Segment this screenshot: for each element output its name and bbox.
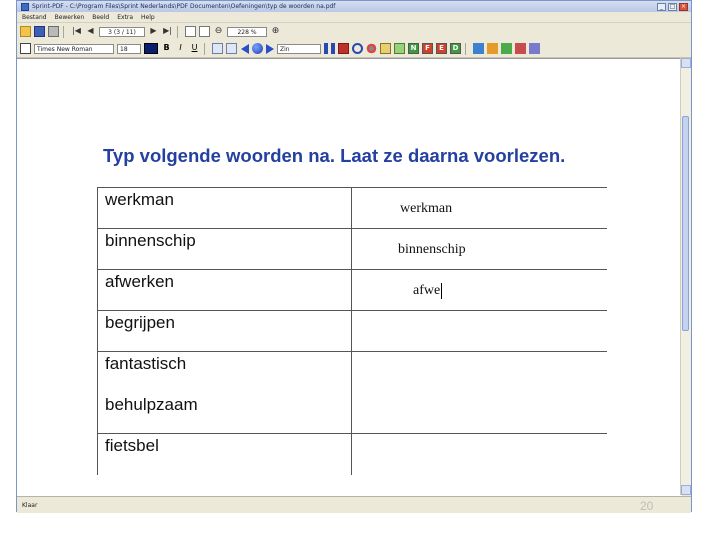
table-row	[98, 352, 608, 393]
typed-cell[interactable]	[352, 352, 608, 393]
app-icon	[21, 3, 29, 11]
highlight-icon[interactable]	[394, 43, 405, 54]
paste-icon[interactable]	[226, 43, 237, 54]
table-row	[98, 393, 608, 434]
print-icon[interactable]	[48, 26, 59, 37]
previous-page-icon[interactable]: ◀	[87, 26, 94, 35]
fit-page-icon[interactable]	[185, 26, 196, 37]
status-text: Klaar	[22, 501, 38, 509]
word-cell: afwerken	[98, 270, 352, 311]
window-title: Sprint-PDF - C:\Program Files\Sprint Nederlands\PDF Documenten\Oefeningen\typ de woorden na.pdf	[32, 3, 336, 10]
typed-cell[interactable]: werkman	[352, 188, 608, 229]
app-window	[16, 0, 692, 512]
scroll-down-icon[interactable]	[681, 485, 691, 495]
dictionary-icon[interactable]	[380, 43, 391, 54]
edit-text-icon[interactable]	[20, 43, 31, 54]
toolbar-separator	[204, 43, 205, 55]
word-cell: behulpzaam	[98, 393, 352, 434]
word-table	[97, 187, 607, 475]
settings-gear-icon[interactable]	[366, 43, 377, 54]
play-icon[interactable]	[252, 43, 263, 54]
maximize-button[interactable]: □	[669, 2, 676, 10]
document-view[interactable]	[17, 58, 682, 496]
zoom-out-icon[interactable]: ⊖	[214, 26, 223, 36]
first-page-icon[interactable]: |◀	[72, 26, 81, 35]
slide-page-number: 20	[640, 499, 654, 513]
scroll-thumb[interactable]	[682, 116, 689, 331]
table-row	[98, 188, 608, 229]
underline-button[interactable]: U	[191, 43, 198, 52]
open-folder-icon[interactable]	[20, 26, 31, 37]
table-row	[98, 434, 608, 475]
minimize-button[interactable]: _	[657, 3, 666, 11]
flag-icon[interactable]	[473, 43, 484, 54]
page-heading: Typ volgende woorden na. Laat ze daarna voorlezen.	[103, 145, 566, 166]
font-select[interactable]: Times New Roman	[34, 44, 114, 54]
typed-cell[interactable]	[352, 393, 608, 434]
word-cell: werkman	[98, 188, 352, 229]
italic-button[interactable]: I	[179, 43, 182, 52]
zoom-level-field[interactable]: 228 %	[227, 27, 267, 37]
search-icon[interactable]	[352, 43, 363, 54]
menu-bestand[interactable]: Bestand	[22, 13, 47, 21]
read-back-icon[interactable]	[241, 44, 249, 54]
menu-help[interactable]: Help	[141, 13, 155, 21]
fit-width-icon[interactable]	[199, 26, 210, 37]
more-options-icon[interactable]	[529, 43, 540, 54]
close-button[interactable]: ×	[680, 2, 687, 10]
toolbar-separator	[63, 26, 64, 38]
text-color-icon[interactable]	[144, 43, 158, 54]
marker-icon[interactable]	[515, 43, 526, 54]
page-number-field[interactable]: 3 (3 / 11)	[99, 27, 145, 37]
translate-icon[interactable]	[501, 43, 512, 54]
stop-icon[interactable]	[338, 43, 349, 54]
title-bar[interactable]	[17, 1, 691, 12]
table-row	[98, 229, 608, 270]
last-page-icon[interactable]: ▶|	[163, 26, 172, 35]
word-cell: begrijpen	[98, 311, 352, 352]
letter-button-e[interactable]: E	[436, 43, 447, 54]
menu-bar	[17, 12, 691, 23]
vertical-scrollbar[interactable]	[680, 58, 691, 495]
word-cell: binnenschip	[98, 229, 352, 270]
color-picker-icon[interactable]	[487, 43, 498, 54]
typed-text: afwe	[413, 283, 441, 299]
read-unit-select[interactable]: Zin	[277, 44, 321, 54]
table-row	[98, 270, 608, 311]
save-icon[interactable]	[34, 26, 45, 37]
copy-icon[interactable]	[212, 43, 223, 54]
menu-extra[interactable]: Extra	[117, 13, 134, 21]
typed-cell[interactable]: binnenschip	[352, 229, 608, 270]
letter-button-d[interactable]: D	[450, 43, 461, 54]
word-cell: fantastisch	[98, 352, 352, 393]
read-forward-icon[interactable]	[266, 44, 274, 54]
next-page-icon[interactable]: ▶	[150, 26, 157, 35]
typed-cell[interactable]	[352, 311, 608, 352]
typed-cell-active[interactable]	[352, 270, 608, 311]
toolbar-separator	[177, 26, 178, 38]
toolbar-separator	[465, 43, 466, 55]
zoom-in-icon[interactable]: ⊕	[271, 26, 280, 36]
letter-button-n[interactable]: N	[408, 43, 419, 54]
pause-icon[interactable]	[324, 43, 335, 54]
status-bar	[17, 496, 691, 513]
menu-bewerken[interactable]: Bewerken	[54, 13, 85, 21]
text-cursor	[441, 283, 442, 299]
menu-beeld[interactable]: Beeld	[92, 13, 110, 21]
navigation-toolbar	[17, 23, 691, 41]
format-toolbar	[17, 40, 691, 58]
table-row	[98, 311, 608, 352]
bold-button[interactable]: B	[163, 43, 170, 52]
scroll-up-icon[interactable]	[681, 58, 691, 68]
word-cell: fietsbel	[98, 434, 352, 475]
typed-cell[interactable]	[352, 434, 608, 475]
font-size-select[interactable]: 18	[117, 44, 141, 54]
letter-button-f[interactable]: F	[422, 43, 433, 54]
